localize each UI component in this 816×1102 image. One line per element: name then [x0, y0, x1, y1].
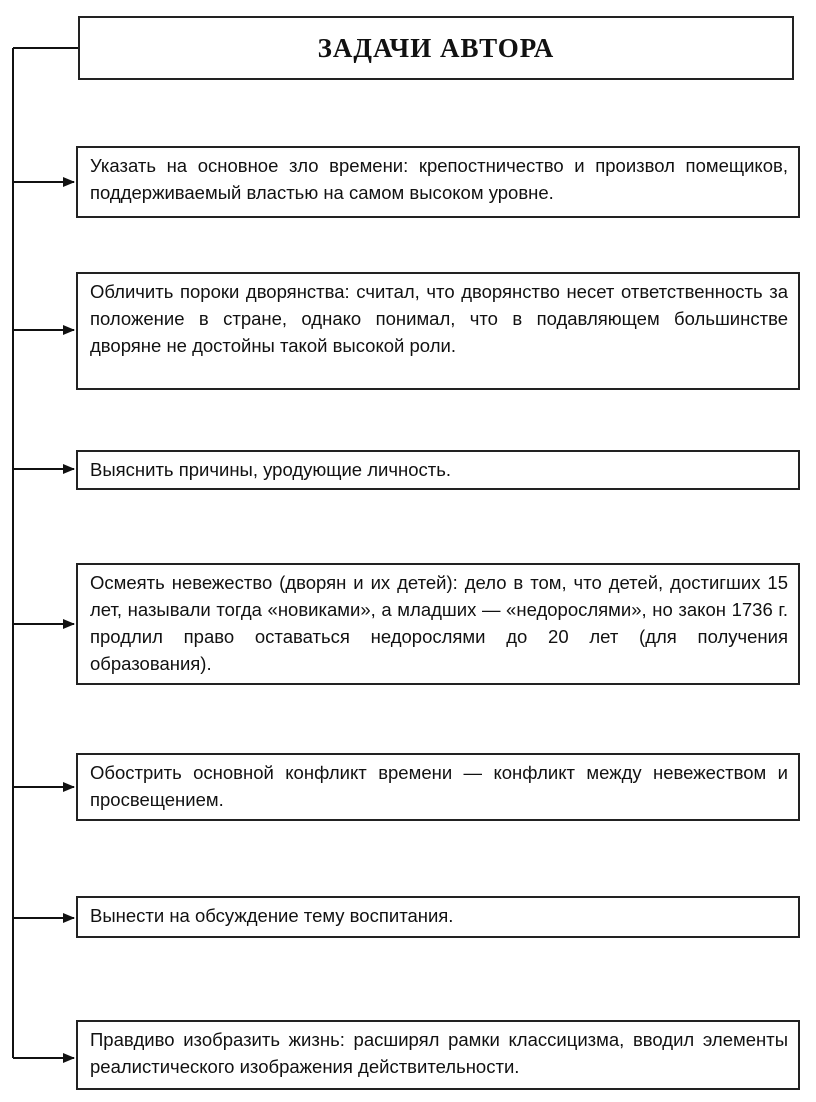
task-box-7 [76, 1020, 800, 1090]
task-text: Обличить пороки дворянства: считал, что дворянство несет ответственность за положение в стране, однако понимал, что в подавляющем большинстве дворяне не достойны такой высокой роли. [90, 281, 788, 356]
task-box-6 [76, 896, 800, 938]
title-box [78, 16, 794, 80]
task-box-5 [76, 753, 800, 821]
task-box-2 [76, 272, 800, 390]
task-box-4 [76, 563, 800, 685]
task-text: Обострить основной конфликт времени — конфликт между невежеством и просвещением. [90, 762, 788, 810]
task-text: Вынести на обсуждение тему воспитания. [90, 905, 454, 926]
diagram-title: ЗАДАЧИ АВТОРА [317, 32, 555, 63]
task-text: Указать на основное зло времени: крепостничество и произвол помещиков, поддерживаемый властью на самом высоком уровне. [90, 155, 788, 203]
task-box-1 [76, 146, 800, 218]
task-text: Выяснить причины, уродующие личность. [90, 459, 452, 480]
task-text: Правдиво изобразить жизнь: расширял рамки классицизма, вводил элементы реалистического изображения действительности. [90, 1029, 788, 1077]
task-text: Осмеять невежество (дворян и их детей): дело в том, что детей, достигших 15 лет, называли тогда «новиками», а младших — «недорослями», но закон 1736 г. продлил право оставаться недорослями до 20 лет (для получения образования). [90, 572, 788, 674]
task-box-3 [76, 450, 800, 490]
